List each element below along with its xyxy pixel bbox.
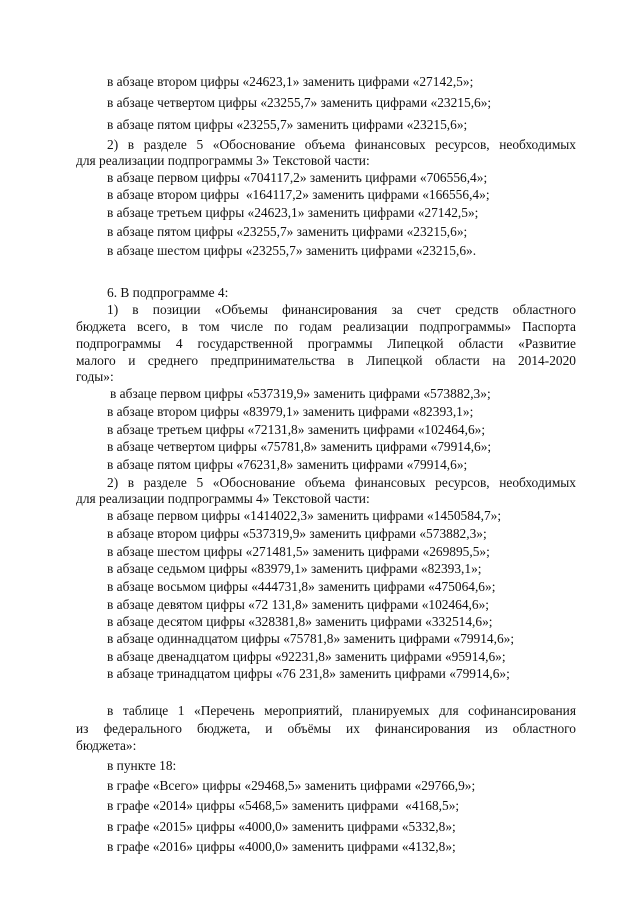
text-line: в абзаце четвертом цифры «23255,7» заменить цифрами «23215,6»; bbox=[107, 95, 492, 110]
text-line: в абзаце седьмом цифры «83979,1» заменить цифрами «82393,1»; bbox=[107, 561, 482, 576]
text-line: в таблице 1 «Перечень мероприятий, планируемых для софинансирования bbox=[107, 703, 576, 718]
text-line: в абзаце первом цифры «704117,2» заменить цифрами «706556,4»; bbox=[107, 170, 488, 185]
section-heading: 6. В подпрограмме 4: bbox=[107, 285, 229, 300]
text-line: в абзаце первом цифры «1414022,3» заменить цифрами «1450584,7»; bbox=[107, 508, 502, 523]
text-line: 2) в разделе 5 «Обоснование объема финансовых ресурсов, необходимых bbox=[107, 137, 576, 152]
text-line: в абзаце шестом цифры «271481,5» заменить цифрами «269895,5»; bbox=[107, 544, 490, 559]
text-line: в абзаце втором цифры «83979,1» заменить цифрами «82393,1»; bbox=[107, 404, 474, 419]
text-line: бюджета»: bbox=[76, 738, 137, 753]
text-line: в графе «Всего» цифры «29468,5» заменить цифрами «29766,9»; bbox=[107, 778, 476, 793]
text-line: 1) в позиции «Объемы финансирования за счет средств областного bbox=[107, 302, 576, 317]
text-line: в абзаце четвертом цифры «75781,8» заменить цифрами «79914,6»; bbox=[107, 439, 492, 454]
text-line: в абзаце восьмом цифры «444731,8» заменить цифрами «475064,6»; bbox=[107, 579, 496, 594]
text-line: для реализации подпрограммы 3» Текстовой части: bbox=[76, 153, 370, 168]
text-line: в абзаце двенадцатом цифры «92231,8» заменить цифрами «95914,6»; bbox=[107, 649, 506, 664]
text-line: бюджета всего, в том числе по годам реализации подпрограммы» Паспорта bbox=[76, 319, 576, 334]
text-line: в абзаце первом цифры «537319,9» заменить цифрами «573882,3»; bbox=[110, 386, 491, 401]
text-line: годы»: bbox=[76, 369, 114, 384]
text-line: в абзаце третьем цифры «24623,1» заменить цифрами «27142,5»; bbox=[107, 205, 479, 220]
text-line: в абзаце шестом цифры «23255,7» заменить цифрами «23215,6». bbox=[107, 243, 477, 258]
text-line: в абзаце пятом цифры «23255,7» заменить цифрами «23215,6»; bbox=[107, 117, 468, 132]
text-line: в абзаце втором цифры «24623,1» заменить цифрами «27142,5»; bbox=[107, 74, 474, 89]
text-line: малого и среднего предпринимательства в Липецкой области на 2014-2020 bbox=[76, 353, 576, 368]
text-line: подпрограммы 4 государственной программы Липецкой области «Развитие bbox=[76, 336, 576, 351]
text-line: в графе «2016» цифры «4000,0» заменить цифрами «4132,8»; bbox=[107, 839, 456, 854]
text-line: в абзаце втором цифры «537319,9» заменить цифрами «573882,3»; bbox=[107, 526, 487, 541]
text-line: в абзаце третьем цифры «72131,8» заменить цифрами «102464,6»; bbox=[107, 422, 486, 437]
text-line: в абзаце пятом цифры «76231,8» заменить цифрами «79914,6»; bbox=[107, 457, 468, 472]
text-line: в пункте 18: bbox=[107, 758, 177, 773]
text-line: из федерального бюджета, и объёмы их финансирования из областного bbox=[76, 721, 576, 736]
text-line: в графе «2014» цифры «5468,5» заменить цифрами «4168,5»; bbox=[107, 798, 460, 813]
text-line: в абзаце тринадцатом цифры «76 231,8» заменить цифрами «79914,6»; bbox=[107, 666, 510, 681]
text-line: в абзаце втором цифры «164117,2» заменить цифрами «166556,4»; bbox=[107, 187, 490, 202]
text-line: 2) в разделе 5 «Обоснование объема финансовых ресурсов, необходимых bbox=[107, 475, 576, 490]
text-line: в абзаце одиннадцатом цифры «75781,8» заменить цифрами «79914,6»; bbox=[107, 631, 515, 646]
text-line: в графе «2015» цифры «4000,0» заменить цифрами «5332,8»; bbox=[107, 819, 456, 834]
text-line: в абзаце пятом цифры «23255,7» заменить цифрами «23215,6»; bbox=[107, 224, 468, 239]
text-line: в абзаце десятом цифры «328381,8» заменить цифрами «332514,6»; bbox=[107, 614, 493, 629]
text-line: в абзаце девятом цифры «72 131,8» заменить цифрами «102464,6»; bbox=[107, 597, 490, 612]
text-line: для реализации подпрограммы 4» Текстовой части: bbox=[76, 491, 370, 506]
